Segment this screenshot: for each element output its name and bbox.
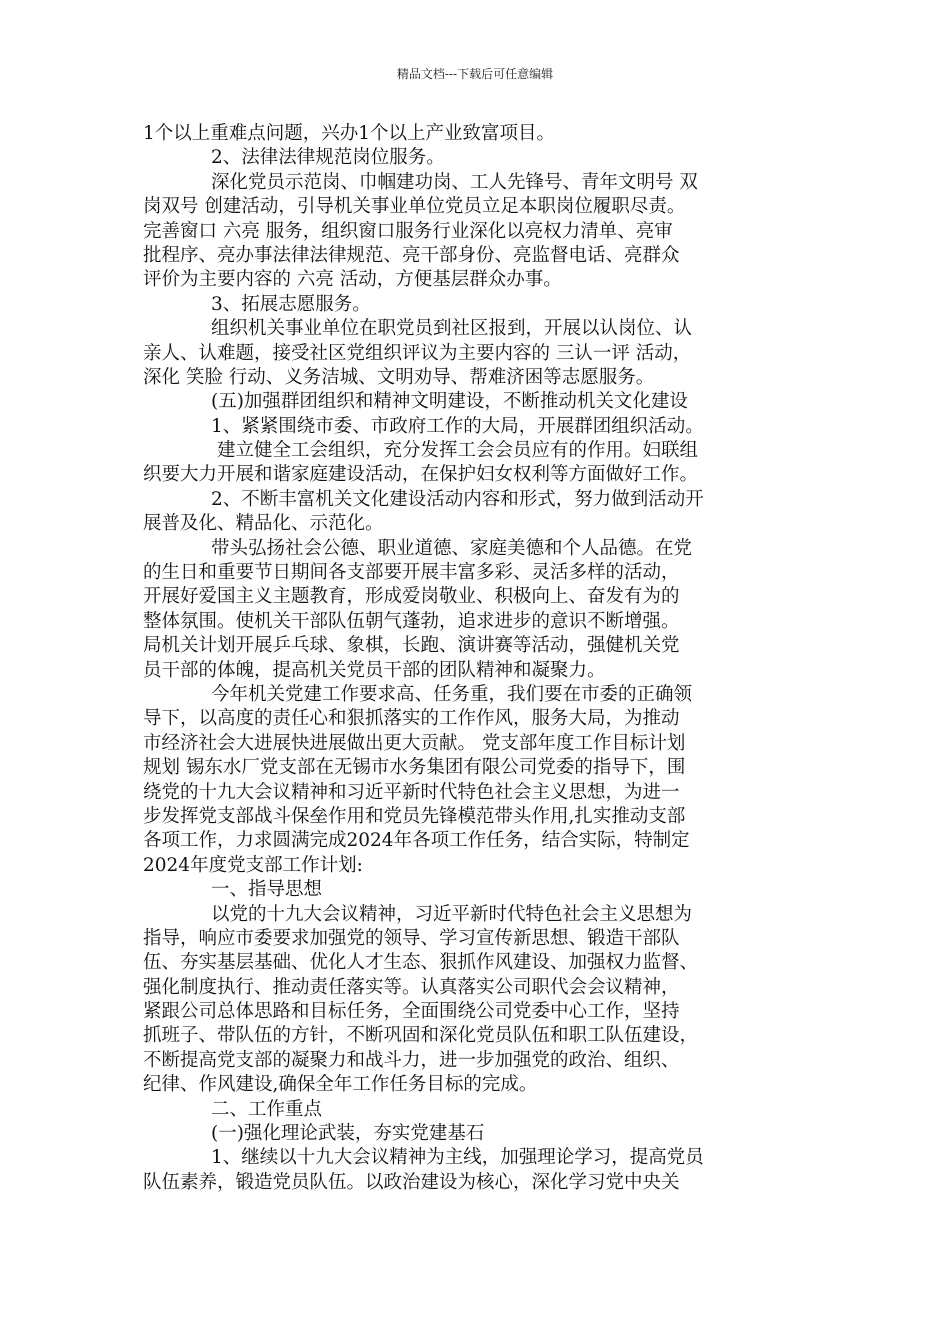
text-line: 以党的十九大会议精神，习近平新时代特色社会主义思想为 <box>211 903 693 925</box>
text-line: 的生日和重要节日期间各支部要开展丰富多彩、灵活多样的活动， <box>143 562 680 584</box>
text-line: 员干部的体魄，提高机关党员干部的团队精神和凝聚力。 <box>143 659 606 681</box>
text-line: 批程序、亮办事法律法律规范、亮干部身份、亮监督电话、亮群众 <box>143 244 680 266</box>
text-line: 各项工作，力求圆满完成2024年各项工作任务，结合实际，特制定 <box>143 830 690 852</box>
text-line: 织要大力开展和谐家庭建设活动，在保护妇女权利等方面做好工作。 <box>143 464 699 486</box>
text-line: 紧跟公司总体思路和目标任务，全面围绕公司党委中心工作，坚持 <box>143 1001 680 1023</box>
text-line: 队伍素养，锻造党员队伍。以政治建设为核心，深化学习党中央关 <box>143 1171 680 1193</box>
text-line: 指导，响应市委要求加强党的领导、学习宣传新思想、锻造干部队 <box>143 927 680 949</box>
text-line: 一、指导思想 <box>211 879 323 901</box>
text-line: 二、工作重点 <box>211 1098 323 1120</box>
text-line: 深化 笑脸 行动、义务洁城、文明劝导、帮难济困等志愿服务。 <box>143 366 655 388</box>
text-line: 1、紧紧围绕市委、市政府工作的大局，开展群团组织活动。 <box>211 415 704 437</box>
text-line: 3、拓展志愿服务。 <box>211 293 371 315</box>
text-line: 抓班子、带队伍的方针，不断巩固和深化党员队伍和职工队伍建设， <box>143 1025 699 1047</box>
text-line: 2024年度党支部工作计划: <box>143 854 363 876</box>
text-line: 步发挥党支部战斗保垒作用和党员先锋模范带头作用,扎实推动支部 <box>143 805 686 827</box>
text-line: 亲人、认难题，接受社区党组织评议为主要内容的 三认一评 活动， <box>143 342 692 364</box>
text-line: 1个以上重难点问题，兴办1个以上产业致富项目。 <box>143 123 556 144</box>
text-line: (一)强化理论武装，夯实党建基石 <box>211 1123 485 1145</box>
document-body <box>143 122 811 1195</box>
text-line: 评价为主要内容的 六亮 活动，方便基层群众办事。 <box>143 269 562 291</box>
text-line: 展普及化、精品化、示范化。 <box>143 513 384 535</box>
page-header: 精品文档---下载后可任意编辑 <box>396 67 554 81</box>
text-line: 规划 锡东水厂党支部在无锡市水务集团有限公司党委的指导下，围 <box>143 757 686 779</box>
text-line: 1、继续以十九大会议精神为主线，加强理论学习，提高党员 <box>211 1147 704 1169</box>
text-line: 岗双号 创建活动，引导机关事业单位党员立足本职岗位履职尽责。 <box>143 196 686 218</box>
text-line: 今年机关党建工作要求高、任务重，我们要在市委的正确领 <box>211 683 693 705</box>
text-line: 组织机关事业单位在职党员到社区报到，开展以认岗位、认 <box>211 318 693 340</box>
text-line: 开展好爱国主义主题教育，形成爱岗敬业、积极向上、奋发有为的 <box>143 586 680 608</box>
text-line: 带头弘扬社会公德、职业道德、家庭美德和个人品德。在党 <box>211 537 693 559</box>
text-line: 局机关计划开展乒乓球、象棋，长跑、演讲赛等活动，强健机关党 <box>143 635 680 657</box>
text-line: 纪律、作风建设,确保全年工作任务目标的完成。 <box>143 1074 538 1096</box>
text-line: 绕党的十九大会议精神和习近平新时代特色社会主义思想，为进一 <box>143 781 680 803</box>
text-line: 完善窗口 六亮 服务，组织窗口服务行业深化以亮权力清单、亮审 <box>143 220 673 242</box>
text-line: 深化党员示范岗、巾帼建功岗、工人先锋号、青年文明号 双 <box>211 171 698 193</box>
text-line: 整体氛围。使机关干部队伍朝气蓬勃，追求进步的意识不断增强。 <box>143 610 680 632</box>
text-line: 2、法律法律规范岗位服务。 <box>211 147 445 169</box>
text-line: 导下，以高度的责任心和狠抓落实的工作作风，服务大局，为推动 <box>143 708 680 730</box>
text-line: 不断提高党支部的凝聚力和战斗力，进一步加强党的政治、组织、 <box>143 1049 680 1071</box>
text-line: (五)加强群团组织和精神文明建设，不断推动机关文化建设 <box>211 391 688 413</box>
text-line: 建立健全工会组织，充分发挥工会会员应有的作用。妇联组 <box>217 440 699 462</box>
text-line: 强化制度执行、推动责任落实等。认真落实公司职代会会议精神， <box>143 976 680 998</box>
text-line: 市经济社会大进展快进展做出更大贡献。 党支部年度工作目标计划 <box>143 732 686 754</box>
text-line: 2、不断丰富机关文化建设活动内容和形式，努力做到活动开 <box>211 488 704 510</box>
text-line: 伍、夯实基层基础、优化人才生态、狠抓作风建设、加强权力监督、 <box>143 952 699 974</box>
